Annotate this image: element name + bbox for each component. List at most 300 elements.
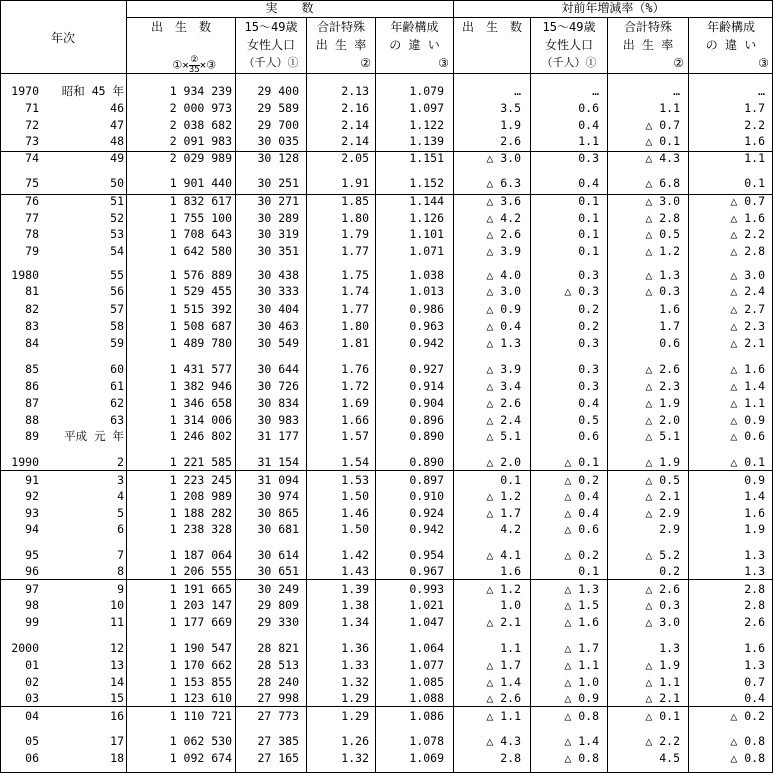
cell-year: 92 xyxy=(25,489,39,503)
cell-women-pop: 30 644 xyxy=(257,362,299,376)
cell-change-births: △ 1.4 xyxy=(486,675,521,689)
cell-change-births: 2.8 xyxy=(500,751,521,765)
cell-women-pop: 30 463 xyxy=(257,319,299,333)
cell-women-pop: 30 319 xyxy=(257,227,299,241)
cell-women-pop: 30 983 xyxy=(257,413,299,427)
cell-era-year: 4 xyxy=(117,489,124,503)
cell-tfr: 1.91 xyxy=(341,176,369,190)
cell-births: 1 346 658 xyxy=(169,396,232,410)
cell-women-pop: 30 404 xyxy=(257,302,299,316)
cell-change-age: 1.3 xyxy=(744,548,765,562)
cell-year: 95 xyxy=(25,548,39,562)
cell-women-pop: 30 438 xyxy=(257,268,299,282)
cell-change-women: △ 0.1 xyxy=(564,455,599,469)
cell-births: 1 153 855 xyxy=(169,675,232,689)
cell-tfr: 1.54 xyxy=(341,455,369,469)
cell-tfr: 1.42 xyxy=(341,548,369,562)
cell-tfr: 1.80 xyxy=(341,319,369,333)
cell-change-tfr: △ 0.5 xyxy=(645,227,680,241)
cell-year: 77 xyxy=(25,211,39,225)
cell-change-tfr: △ 1.1 xyxy=(645,675,680,689)
cell-age-structure: 0.897 xyxy=(409,473,444,487)
cell-era-year: 11 xyxy=(110,615,124,629)
annual-change-header: 対前年増減率（%） xyxy=(561,1,665,15)
cell-births: 2 038 682 xyxy=(169,118,232,132)
cell-era-year: 46 xyxy=(110,101,124,115)
cell-women-pop: 29 330 xyxy=(257,615,299,629)
cell-change-age: △ 2.8 xyxy=(730,244,765,258)
cell-change-births: △ 2.6 xyxy=(486,396,521,410)
cell-women-pop: 30 726 xyxy=(257,379,299,393)
cell-change-tfr: △ 0.7 xyxy=(645,118,680,132)
change-women-header-2: 女性人口 xyxy=(544,38,593,52)
cell-age-structure: 1.144 xyxy=(409,194,444,208)
cell-year: 03 xyxy=(25,691,39,705)
cell-change-women: 0.1 xyxy=(578,194,599,208)
cell-births: 1 934 239 xyxy=(169,84,232,98)
cell-births: 1 191 665 xyxy=(169,582,232,596)
cell-tfr: 1.77 xyxy=(341,244,369,258)
rule-top xyxy=(0,0,773,1)
change-tfr-header-2: 出 生 率 xyxy=(622,38,674,52)
cell-era-year: 14 xyxy=(110,675,124,689)
cell-era-year: 5 xyxy=(117,506,124,520)
cell-year: 88 xyxy=(25,413,39,427)
cell-change-tfr: △ 0.3 xyxy=(645,598,680,612)
cell-change-births: △ 2.6 xyxy=(486,691,521,705)
vrule-mid xyxy=(453,0,454,773)
cell-change-tfr: 1.1 xyxy=(659,101,680,115)
cell-change-births: △ 3.0 xyxy=(486,151,521,165)
cell-change-births: △ 4.2 xyxy=(486,211,521,225)
cell-change-tfr: △ 1.3 xyxy=(645,268,680,282)
cell-women-pop: 30 549 xyxy=(257,336,299,350)
cell-tfr: 1.32 xyxy=(341,675,369,689)
cell-tfr: 1.36 xyxy=(341,641,369,655)
cell-change-age: … xyxy=(758,84,765,98)
cell-births: 1 188 282 xyxy=(169,506,232,520)
cell-tfr: 1.81 xyxy=(341,336,369,350)
cell-change-births: 1.0 xyxy=(500,598,521,612)
cell-change-age: 1.6 xyxy=(744,641,765,655)
cell-year: 86 xyxy=(25,379,39,393)
cell-change-women: △ 1.1 xyxy=(564,658,599,672)
cell-change-women: 0.1 xyxy=(578,211,599,225)
cell-births: 1 529 455 xyxy=(169,284,232,298)
change-women-header-3: （千人）① xyxy=(541,56,597,69)
cell-change-tfr: 1.3 xyxy=(659,641,680,655)
cell-change-age: △ 2.7 xyxy=(730,302,765,316)
vrule-births xyxy=(235,17,236,773)
cell-births: 1 190 547 xyxy=(169,641,232,655)
rule-1976 xyxy=(0,194,773,195)
cell-change-women: 0.3 xyxy=(578,336,599,350)
cell-change-tfr: △ 2.8 xyxy=(645,211,680,225)
births-formula-fraction: $\frac{\text{②}}{35}$ xyxy=(188,55,200,75)
cell-year: 84 xyxy=(25,336,39,350)
cell-year: 94 xyxy=(25,522,39,536)
cell-tfr: 1.57 xyxy=(341,429,369,443)
cell-tfr: 1.53 xyxy=(341,473,369,487)
cell-births: 1 314 006 xyxy=(169,413,232,427)
cell-change-age: 2.6 xyxy=(744,615,765,629)
cell-age-structure: 0.914 xyxy=(409,379,444,393)
cell-age-structure: 0.924 xyxy=(409,506,444,520)
cell-change-women: … xyxy=(592,84,599,98)
cell-change-births: 2.6 xyxy=(500,134,521,148)
cell-change-women: △ 1.6 xyxy=(564,615,599,629)
cell-era-year: 6 xyxy=(117,522,124,536)
cell-change-women: △ 1.5 xyxy=(564,598,599,612)
cell-women-pop: 28 821 xyxy=(257,641,299,655)
cell-age-structure: 1.013 xyxy=(409,284,444,298)
cell-age-structure: 1.139 xyxy=(409,134,444,148)
cell-women-pop: 29 400 xyxy=(257,84,299,98)
cell-tfr: 1.39 xyxy=(341,582,369,596)
cell-births: 1 092 674 xyxy=(169,751,232,765)
cell-change-births: △ 2.4 xyxy=(486,413,521,427)
cell-change-age: △ 0.8 xyxy=(730,734,765,748)
cell-change-women: 0.1 xyxy=(578,564,599,578)
births-formula xyxy=(127,42,235,89)
cell-era-year: 49 xyxy=(110,151,124,165)
rule-2004 xyxy=(0,706,773,707)
cell-year: 71 xyxy=(25,101,39,115)
cell-change-births: △ 1.2 xyxy=(486,582,521,596)
cell-births: 1 177 669 xyxy=(169,615,232,629)
cell-era-year: 7 xyxy=(117,548,124,562)
cell-change-births: △ 0.9 xyxy=(486,302,521,316)
cell-change-age: 1.6 xyxy=(744,506,765,520)
cell-change-women: △ 1.4 xyxy=(564,734,599,748)
vrule-tfr xyxy=(375,17,376,773)
cell-change-age: △ 0.7 xyxy=(730,194,765,208)
tfr-header-2: 出 生 率 xyxy=(315,38,367,52)
cell-year: 1970 xyxy=(11,84,39,98)
cell-change-age: △ 0.9 xyxy=(730,413,765,427)
cell-year: 06 xyxy=(25,751,39,765)
cell-births: 1 755 100 xyxy=(169,211,232,225)
cell-change-tfr: △ 2.1 xyxy=(645,489,680,503)
cell-change-women: 0.3 xyxy=(578,379,599,393)
vrule-c-tfr xyxy=(688,17,689,773)
cell-year: 74 xyxy=(25,151,39,165)
cell-era-year: 53 xyxy=(110,227,124,241)
cell-year: 05 xyxy=(25,734,39,748)
cell-year: 91 xyxy=(25,473,39,487)
cell-change-age: △ 0.6 xyxy=(730,429,765,443)
cell-births: 1 489 780 xyxy=(169,336,232,350)
cell-year: 75 xyxy=(25,176,39,190)
cell-era-year: 13 xyxy=(110,658,124,672)
cell-change-age: 1.4 xyxy=(744,489,765,503)
cell-change-births: △ 1.1 xyxy=(486,709,521,723)
cell-change-tfr: △ 3.0 xyxy=(645,194,680,208)
cell-tfr: 1.43 xyxy=(341,564,369,578)
cell-women-pop: 30 271 xyxy=(257,194,299,208)
cell-women-pop: 30 249 xyxy=(257,582,299,596)
actual-numbers-header: 実 数 xyxy=(265,1,314,15)
cell-change-women: 0.6 xyxy=(578,101,599,115)
vrule-year xyxy=(126,0,127,773)
cell-year: 85 xyxy=(25,362,39,376)
cell-age-structure: 0.942 xyxy=(409,522,444,536)
rule-header-split xyxy=(126,17,773,18)
cell-year: 78 xyxy=(25,227,39,241)
rule-1991 xyxy=(0,470,773,471)
cell-women-pop: 28 240 xyxy=(257,675,299,689)
cell-change-births: △ 6.3 xyxy=(486,176,521,190)
cell-change-women: △ 0.8 xyxy=(564,751,599,765)
cell-change-women: 0.3 xyxy=(578,362,599,376)
cell-age-structure: 0.927 xyxy=(409,362,444,376)
year-header: 年次 xyxy=(50,31,75,45)
cell-change-age: △ 1.4 xyxy=(730,379,765,393)
cell-change-tfr: △ 2.2 xyxy=(645,734,680,748)
cell-births: 1 576 889 xyxy=(169,268,232,282)
cell-era-year: 52 xyxy=(110,211,124,225)
cell-change-age: 1.7 xyxy=(744,101,765,115)
cell-change-tfr: △ 0.3 xyxy=(645,284,680,298)
cell-year: 2000 xyxy=(11,641,39,655)
cell-year: 76 xyxy=(25,194,39,208)
cell-women-pop: 31 154 xyxy=(257,455,299,469)
cell-change-age: △ 2.2 xyxy=(730,227,765,241)
cell-tfr: 1.34 xyxy=(341,615,369,629)
cell-era-year: 47 xyxy=(110,118,124,132)
cell-age-structure: 1.069 xyxy=(409,751,444,765)
cell-age-structure: 1.064 xyxy=(409,641,444,655)
cell-women-pop: 30 035 xyxy=(257,134,299,148)
cell-tfr: 1.76 xyxy=(341,362,369,376)
cell-era-year: 61 xyxy=(110,379,124,393)
change-births-header: 出 生 数 xyxy=(461,20,522,34)
rule-1997 xyxy=(0,579,773,580)
cell-women-pop: 30 834 xyxy=(257,396,299,410)
cell-change-tfr: △ 2.0 xyxy=(645,413,680,427)
cell-change-age: △ 2.4 xyxy=(730,284,765,298)
cell-change-births: △ 2.6 xyxy=(486,227,521,241)
cell-age-structure: 0.942 xyxy=(409,336,444,350)
cell-year: 82 xyxy=(25,302,39,316)
cell-change-age: 0.7 xyxy=(744,675,765,689)
cell-births: 1 708 643 xyxy=(169,227,232,241)
cell-births: 1 515 392 xyxy=(169,302,232,316)
cell-change-tfr: 0.2 xyxy=(659,564,680,578)
cell-age-structure: 0.896 xyxy=(409,413,444,427)
cell-change-tfr: △ 1.9 xyxy=(645,396,680,410)
cell-change-women: 0.5 xyxy=(578,413,599,427)
cell-change-women: 0.6 xyxy=(578,429,599,443)
cell-era-year: 10 xyxy=(110,598,124,612)
rule-header-bottom xyxy=(0,73,773,74)
cell-change-births: △ 1.2 xyxy=(486,489,521,503)
cell-year: 72 xyxy=(25,118,39,132)
cell-change-tfr: △ 3.0 xyxy=(645,615,680,629)
cell-change-women: △ 0.9 xyxy=(564,691,599,705)
cell-change-age: 2.8 xyxy=(744,598,765,612)
cell-women-pop: 31 177 xyxy=(257,429,299,443)
cell-era-year: 3 xyxy=(117,473,124,487)
cell-era-year: 18 xyxy=(110,751,124,765)
cell-year: 89 xyxy=(25,429,39,443)
cell-tfr: 1.29 xyxy=(341,709,369,723)
cell-change-age: △ 2.1 xyxy=(730,336,765,350)
cell-change-women: 0.4 xyxy=(578,396,599,410)
cell-change-births: △ 3.4 xyxy=(486,379,521,393)
change-age-header-2: の 違 い xyxy=(705,38,757,52)
cell-change-age: 0.1 xyxy=(744,176,765,190)
age-header-3: ③ xyxy=(438,56,449,70)
cell-births: 2 029 989 xyxy=(169,151,232,165)
cell-change-tfr: 1.7 xyxy=(659,319,680,333)
cell-age-structure: 1.086 xyxy=(409,709,444,723)
cell-change-age: △ 0.1 xyxy=(730,455,765,469)
cell-change-age: △ 3.0 xyxy=(730,268,765,282)
cell-change-age: △ 2.3 xyxy=(730,319,765,333)
cell-change-tfr: △ 2.6 xyxy=(645,362,680,376)
cell-change-age: 1.3 xyxy=(744,564,765,578)
cell-births: 1 431 577 xyxy=(169,362,232,376)
vrule-c-women xyxy=(607,17,608,773)
cell-era-year: 59 xyxy=(110,336,124,350)
cell-age-structure: 1.071 xyxy=(409,244,444,258)
vrule-women xyxy=(306,17,307,773)
cell-era-year: 56 xyxy=(110,284,124,298)
cell-women-pop: 29 589 xyxy=(257,101,299,115)
births-header: 出 生 数 xyxy=(150,20,211,34)
cell-age-structure: 1.038 xyxy=(409,268,444,282)
cell-births: 2 091 983 xyxy=(169,134,232,148)
cell-year: 81 xyxy=(25,284,39,298)
cell-age-structure: 0.954 xyxy=(409,548,444,562)
cell-births: 1 170 662 xyxy=(169,658,232,672)
cell-change-births: 1.1 xyxy=(500,641,521,655)
cell-change-women: △ 0.8 xyxy=(564,709,599,723)
cell-age-structure: 1.122 xyxy=(409,118,444,132)
cell-women-pop: 29 809 xyxy=(257,598,299,612)
tfr-header-1: 合計特殊 xyxy=(316,20,365,34)
cell-women-pop: 30 251 xyxy=(257,176,299,190)
cell-age-structure: 0.910 xyxy=(409,489,444,503)
change-age-header-3: ③ xyxy=(758,56,769,70)
cell-change-tfr: △ 1.9 xyxy=(645,455,680,469)
women-pop-header-3: （千人）① xyxy=(243,56,299,69)
cell-births: 1 223 245 xyxy=(169,473,232,487)
cell-change-births: 0.1 xyxy=(500,473,521,487)
cell-year: 04 xyxy=(25,709,39,723)
cell-era-year: 16 xyxy=(110,709,124,723)
cell-tfr: 2.14 xyxy=(341,118,369,132)
cell-change-women: 0.2 xyxy=(578,319,599,333)
cell-women-pop: 30 128 xyxy=(257,151,299,165)
cell-change-women: △ 0.3 xyxy=(564,284,599,298)
cell-change-births: △ 4.0 xyxy=(486,268,521,282)
cell-change-women: △ 0.2 xyxy=(564,473,599,487)
cell-year: 93 xyxy=(25,506,39,520)
cell-tfr: 1.77 xyxy=(341,302,369,316)
cell-age-structure: 1.047 xyxy=(409,615,444,629)
cell-tfr: 1.50 xyxy=(341,522,369,536)
cell-change-age: △ 0.2 xyxy=(730,709,765,723)
cell-women-pop: 30 351 xyxy=(257,244,299,258)
births-formula-a: ①× xyxy=(172,58,189,72)
cell-change-tfr: △ 0.1 xyxy=(645,134,680,148)
change-women-header-1: 15～49歳 xyxy=(542,20,596,34)
cell-change-tfr: △ 5.1 xyxy=(645,429,680,443)
cell-women-pop: 30 974 xyxy=(257,489,299,503)
cell-change-births: … xyxy=(514,84,521,98)
cell-change-women: 0.4 xyxy=(578,176,599,190)
change-age-header-1: 年齢構成 xyxy=(706,20,755,34)
cell-change-women: △ 0.2 xyxy=(564,548,599,562)
cell-change-women: 0.3 xyxy=(578,268,599,282)
cell-births: 1 246 802 xyxy=(169,429,232,443)
vrule-c-births xyxy=(530,17,531,773)
women-pop-header-1: 15～49歳 xyxy=(244,20,298,34)
cell-change-tfr: △ 0.5 xyxy=(645,473,680,487)
cell-change-tfr: △ 2.3 xyxy=(645,379,680,393)
change-tfr-header-1: 合計特殊 xyxy=(623,20,672,34)
cell-women-pop: 28 513 xyxy=(257,658,299,672)
cell-change-births: △ 5.1 xyxy=(486,429,521,443)
cell-births: 1 110 721 xyxy=(169,709,232,723)
cell-age-structure: 0.963 xyxy=(409,319,444,333)
cell-year: 1980 xyxy=(11,268,39,282)
women-pop-header-2: 女性人口 xyxy=(246,38,295,52)
cell-change-births: 4.2 xyxy=(500,522,521,536)
cell-era-year: 62 xyxy=(110,396,124,410)
cell-women-pop: 30 333 xyxy=(257,284,299,298)
cell-tfr: 2.13 xyxy=(341,84,369,98)
cell-change-births: △ 4.1 xyxy=(486,548,521,562)
cell-age-structure: 1.085 xyxy=(409,675,444,689)
cell-era-year: 平成 元 年 xyxy=(64,429,124,443)
cell-era-year: 2 xyxy=(117,455,124,469)
cell-change-women: 0.1 xyxy=(578,227,599,241)
cell-change-births: △ 1.7 xyxy=(486,506,521,520)
cell-year: 73 xyxy=(25,134,39,148)
change-tfr-header-3: ② xyxy=(673,56,684,70)
tfr-header-3: ② xyxy=(360,56,371,70)
cell-age-structure: 1.097 xyxy=(409,101,444,115)
births-formula-b: ×③ xyxy=(199,58,217,72)
cell-change-age: 1.3 xyxy=(744,658,765,672)
cell-age-structure: 1.077 xyxy=(409,658,444,672)
cell-change-tfr: △ 6.8 xyxy=(645,176,680,190)
cell-age-structure: 1.021 xyxy=(409,598,444,612)
cell-age-structure: 0.993 xyxy=(409,582,444,596)
cell-era-year: 51 xyxy=(110,194,124,208)
cell-change-births: △ 3.9 xyxy=(486,244,521,258)
cell-tfr: 1.26 xyxy=(341,734,369,748)
cell-year: 96 xyxy=(25,564,39,578)
cell-change-women: 0.1 xyxy=(578,244,599,258)
cell-change-births: △ 1.3 xyxy=(486,336,521,350)
cell-change-women: △ 0.4 xyxy=(564,506,599,520)
cell-era-year: 17 xyxy=(110,734,124,748)
vrule-left xyxy=(0,0,1,773)
cell-tfr: 1.75 xyxy=(341,268,369,282)
cell-births: 1 642 580 xyxy=(169,244,232,258)
cell-women-pop: 27 773 xyxy=(257,709,299,723)
cell-change-women: △ 0.4 xyxy=(564,489,599,503)
cell-year: 99 xyxy=(25,615,39,629)
cell-births: 1 382 946 xyxy=(169,379,232,393)
cell-change-tfr: … xyxy=(673,84,680,98)
cell-births: 1 238 328 xyxy=(169,522,232,536)
cell-tfr: 1.50 xyxy=(341,489,369,503)
